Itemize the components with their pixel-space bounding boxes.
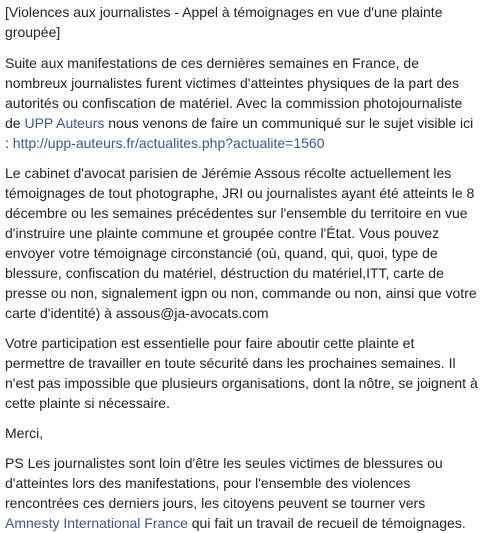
participation-text: Votre participation est essentielle pour faire aboutir cette plainte et permettre de travailler en toute sécurité dans les prochaines semaines. Il n'est pas impossible que plusieurs organisations, dont la nôtre, se joignent à cette plainte si nécessaire. <box>5 335 478 411</box>
ps-text-before: PS Les journalistes sont loin d'être les seules victimes de blessures ou d'atteintes lors des manifestations, pour l'ensemble des violences rencontrées ces derniers jours, les citoyens peuvent se tourner vers <box>5 455 443 511</box>
post-title-text: [Violences aux journalistes - Appel à témoignages en vue d'une plainte groupée] <box>5 4 443 40</box>
paragraph-intro <box>5 53 478 153</box>
intro-text-before: Suite aux manifestations de ces dernières semaines en France, de nombreux journalistes furent victimes d'atteintes physiques de la part des autorités ou confiscation de matériel. Avec la commission photojournaliste de <box>5 55 463 131</box>
upp-auteurs-link[interactable]: UPP Auteurs <box>24 115 105 131</box>
ps-text-after: qui fait un travail de recueil de témoignages. <box>187 515 466 531</box>
paragraph-participation <box>5 333 478 413</box>
paragraph-lawyer <box>5 163 478 323</box>
communique-url-link[interactable]: http://upp-auteurs.fr/actualites.php?actualite=1560 <box>12 135 325 151</box>
amnesty-international-link[interactable]: Amnesty International France <box>5 515 188 531</box>
paragraph-thanks <box>5 423 478 443</box>
thanks-text: Merci, <box>5 425 44 441</box>
intro-text-mid: nous venons de faire un communiqué sur le sujet visible ici : <box>5 115 474 151</box>
post-title <box>5 2 478 42</box>
lawyer-text: Le cabinet d'avocat parisien de Jérémie Assous récolte actuellement les témoignages de tout photographe, JRI ou journalistes ayant été atteints le 8 décembre ou les semaines précédentes sur l'ensemble du territoire en vue d'instruire une plainte commune et groupée contre l'État. Vous pouvez envoyer votre témoignage circonstancié (où, quand, qui, quoi, type de blessure, confiscation du matériel, déstruction du matériel,ITT, carte de presse ou non, signalement igpn ou non, commande ou non, ainsi que votre carte d'identité) à assous@ja-avocats.com <box>5 165 477 321</box>
paragraph-ps <box>5 453 478 533</box>
